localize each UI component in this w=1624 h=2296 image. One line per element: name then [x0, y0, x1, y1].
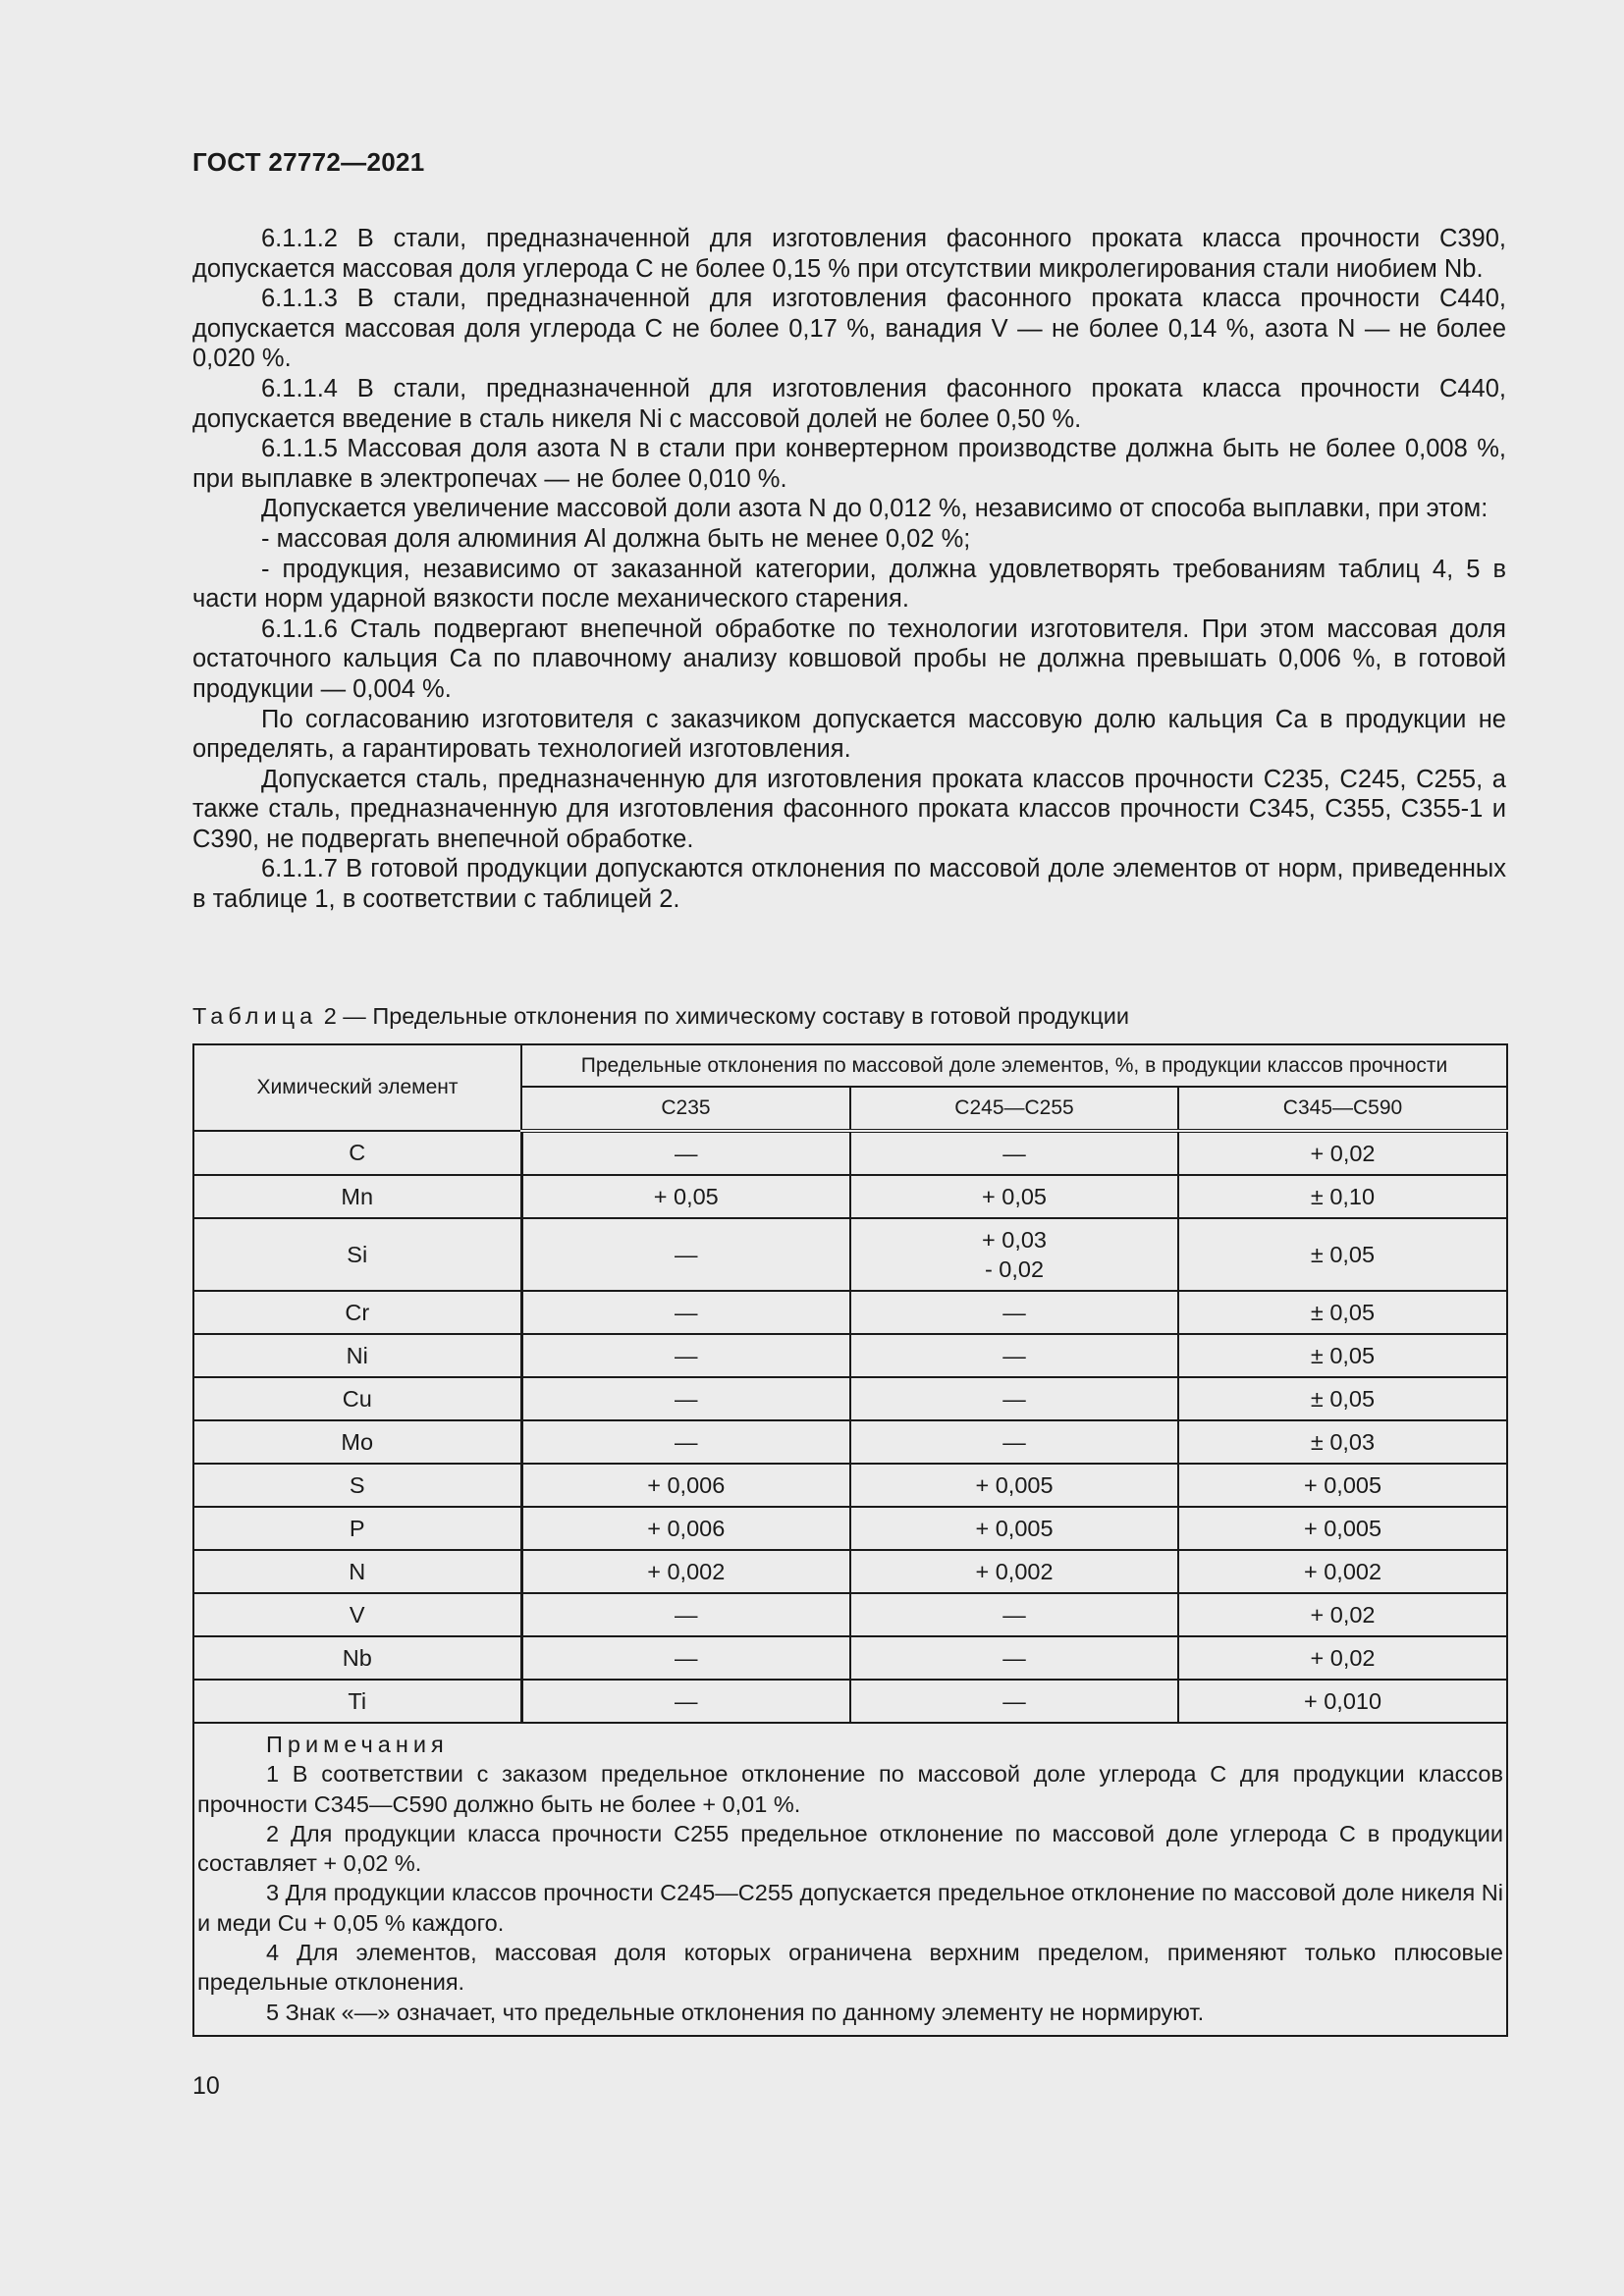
value-cell: + 0,005	[850, 1507, 1178, 1550]
value-cell: —	[850, 1334, 1178, 1377]
table-row	[193, 1593, 1507, 1636]
value-cell: + 0,002	[521, 1550, 850, 1593]
table-row	[193, 1218, 1507, 1291]
paragraph: 6.1.1.5 Массовая доля азота N в стали при конвертерном производстве должна быть не более 0,008 %, при выплавке в электропечах — не более 0,010 %.	[192, 435, 1506, 493]
value-cell: + 0,05	[521, 1175, 850, 1218]
value-cell: —	[521, 1131, 850, 1175]
deviation-table	[192, 1043, 1508, 2037]
value-cell: —	[521, 1334, 850, 1377]
value-cell: + 0,02	[1178, 1131, 1507, 1175]
element-cell: N	[193, 1550, 521, 1593]
body-text	[192, 224, 1506, 915]
value-cell: + 0,02	[1178, 1593, 1507, 1636]
paragraph: Допускается увеличение массовой доли азота N до 0,012 %, независимо от способа выплавки, при этом:	[261, 495, 1489, 523]
table-row	[193, 1291, 1507, 1334]
table-row	[193, 1131, 1507, 1175]
value-cell: ± 0,05	[1178, 1218, 1507, 1291]
value-cell: —	[521, 1291, 850, 1334]
value-cell: —	[521, 1218, 850, 1291]
value-line: - 0,02	[984, 1256, 1045, 1282]
table-row	[193, 1377, 1507, 1420]
table-row	[193, 1464, 1507, 1507]
paragraph: Допускается сталь, предназначенную для изготовления проката классов прочности С235, С245, С255, а также сталь, предназначенную для изготовления фасонного проката классов прочности С345, С355, С355-1 и С390, не подвергать внепечной обработке.	[192, 765, 1506, 853]
value-line: + 0,03	[982, 1227, 1047, 1253]
value-cell: ± 0,03	[1178, 1420, 1507, 1464]
document-code: ГОСТ 27772—2021	[192, 147, 425, 177]
table-caption-label: Таблица	[192, 1003, 318, 1029]
value-cell: —	[521, 1420, 850, 1464]
paragraph: 6.1.1.3 В стали, предназначенной для изготовления фасонного проката класса прочности С440, допускается массовая доля углерода С не более 0,17 %, ванадия V — не более 0,14 %, азота N — не более 0,020 %.	[192, 285, 1506, 373]
table-caption-text: 2 — Предельные отклонения по химическому составу в готовой продукции	[323, 1003, 1130, 1029]
value-cell: ± 0,05	[1178, 1377, 1507, 1420]
value-cell: —	[850, 1291, 1178, 1334]
value-cell: ± 0,10	[1178, 1175, 1507, 1218]
value-cell	[850, 1218, 1178, 1291]
value-cell: ± 0,05	[1178, 1334, 1507, 1377]
note-item: 2 Для продукции класса прочности С255 предельное отклонение по массовой доле углерода С в продукции составляет + 0,02 %.	[197, 1820, 1503, 1877]
table-row	[193, 1175, 1507, 1218]
value-cell: —	[521, 1636, 850, 1680]
element-cell: Cr	[193, 1291, 521, 1334]
value-cell: —	[521, 1377, 850, 1420]
value-cell: + 0,005	[1178, 1507, 1507, 1550]
element-cell: C	[193, 1131, 521, 1175]
table-row	[193, 1550, 1507, 1593]
element-cell: Mo	[193, 1420, 521, 1464]
header-class-c235: С235	[521, 1087, 850, 1131]
value-cell: —	[521, 1680, 850, 1723]
table-row	[193, 1507, 1507, 1550]
value-cell: + 0,05	[850, 1175, 1178, 1218]
paragraph: По согласованию изготовителя с заказчиком допускается массовую долю кальция Са в продукции не определять, а гарантировать технологией изготовления.	[192, 705, 1506, 764]
element-cell: Cu	[193, 1377, 521, 1420]
value-cell: —	[850, 1680, 1178, 1723]
element-cell: Mn	[193, 1175, 521, 1218]
value-cell: —	[850, 1593, 1178, 1636]
table-caption	[192, 1001, 1129, 1031]
table-row	[193, 1420, 1507, 1464]
element-cell: P	[193, 1507, 521, 1550]
value-cell: —	[521, 1593, 850, 1636]
paragraph: 6.1.1.7 В готовой продукции допускаются отклонения по массовой доле элементов от норм, приведенных в таблице 1, в соответствии с таблицей 2.	[192, 855, 1506, 914]
value-cell: + 0,006	[521, 1464, 850, 1507]
paragraph: 6.1.1.4 В стали, предназначенной для изготовления фасонного проката класса прочности С440, допускается введение в сталь никеля Ni с массовой долей не более 0,50 %.	[192, 374, 1506, 433]
table-row	[193, 1636, 1507, 1680]
value-cell: + 0,005	[1178, 1464, 1507, 1507]
list-item: - продукция, независимо от заказанной категории, должна удовлетворять требованиям таблиц 4, 5 в части норм ударной вязкости после механического старения.	[192, 555, 1506, 614]
element-cell: Ni	[193, 1334, 521, 1377]
element-cell: Nb	[193, 1636, 521, 1680]
notes-row	[193, 1723, 1507, 2036]
header-class-c345-c590: С345—С590	[1178, 1087, 1507, 1131]
element-cell: V	[193, 1593, 521, 1636]
element-cell: Ti	[193, 1680, 521, 1723]
value-cell: —	[850, 1131, 1178, 1175]
value-cell: —	[850, 1636, 1178, 1680]
value-cell: + 0,006	[521, 1507, 850, 1550]
element-cell: Si	[193, 1218, 521, 1291]
note-item: 1 В соответствии с заказом предельное отклонение по массовой доле углерода С для продукции классов прочности С345—С590 должно быть не более + 0,01 %.	[197, 1761, 1503, 1817]
value-cell: ± 0,05	[1178, 1291, 1507, 1334]
note-item: 3 Для продукции классов прочности С245—С255 допускается предельное отклонение по массовой доле никеля Ni и меди Cu + 0,05 % каждого.	[197, 1880, 1503, 1936]
header-class-c245-c255: С245—С255	[850, 1087, 1178, 1131]
paragraph: 6.1.1.6 Сталь подвергают внепечной обработке по технологии изготовителя. При этом массовая доля остаточного кальция Са по плавочному анализу ковшовой пробы не должна превышать 0,006 %, в готовой продукции — 0,004 %.	[192, 614, 1506, 703]
element-cell: S	[193, 1464, 521, 1507]
notes-cell	[193, 1723, 1507, 2036]
value-cell: + 0,02	[1178, 1636, 1507, 1680]
page-number: 10	[192, 2072, 220, 2100]
notes-title: Примечания	[266, 1732, 449, 1757]
note-item: 4 Для элементов, массовая доля которых ограничена верхним пределом, применяют только плюсовые предельные отклонения.	[197, 1940, 1503, 1996]
note-item: 5 Знак «—» означает, что предельные отклонения по данному элементу не нормируют.	[266, 1999, 1205, 2025]
table-row	[193, 1680, 1507, 1723]
header-deviation-group: Предельные отклонения по массовой доле элементов, %, в продукции классов прочности	[521, 1044, 1507, 1087]
value-cell: + 0,005	[850, 1464, 1178, 1507]
value-cell: + 0,002	[1178, 1550, 1507, 1593]
value-cell: + 0,010	[1178, 1680, 1507, 1723]
value-cell: —	[850, 1420, 1178, 1464]
value-cell: —	[850, 1377, 1178, 1420]
list-item: - массовая доля алюминия Al должна быть не менее 0,02 %;	[261, 524, 971, 553]
header-chemical-element: Химический элемент	[193, 1044, 521, 1131]
table-row	[193, 1334, 1507, 1377]
value-cell: + 0,002	[850, 1550, 1178, 1593]
paragraph: 6.1.1.2 В стали, предназначенной для изготовления фасонного проката класса прочности С390, допускается массовая доля углерода С не более 0,15 % при отсутствии микролегирования стали ниобием Nb.	[192, 225, 1506, 283]
